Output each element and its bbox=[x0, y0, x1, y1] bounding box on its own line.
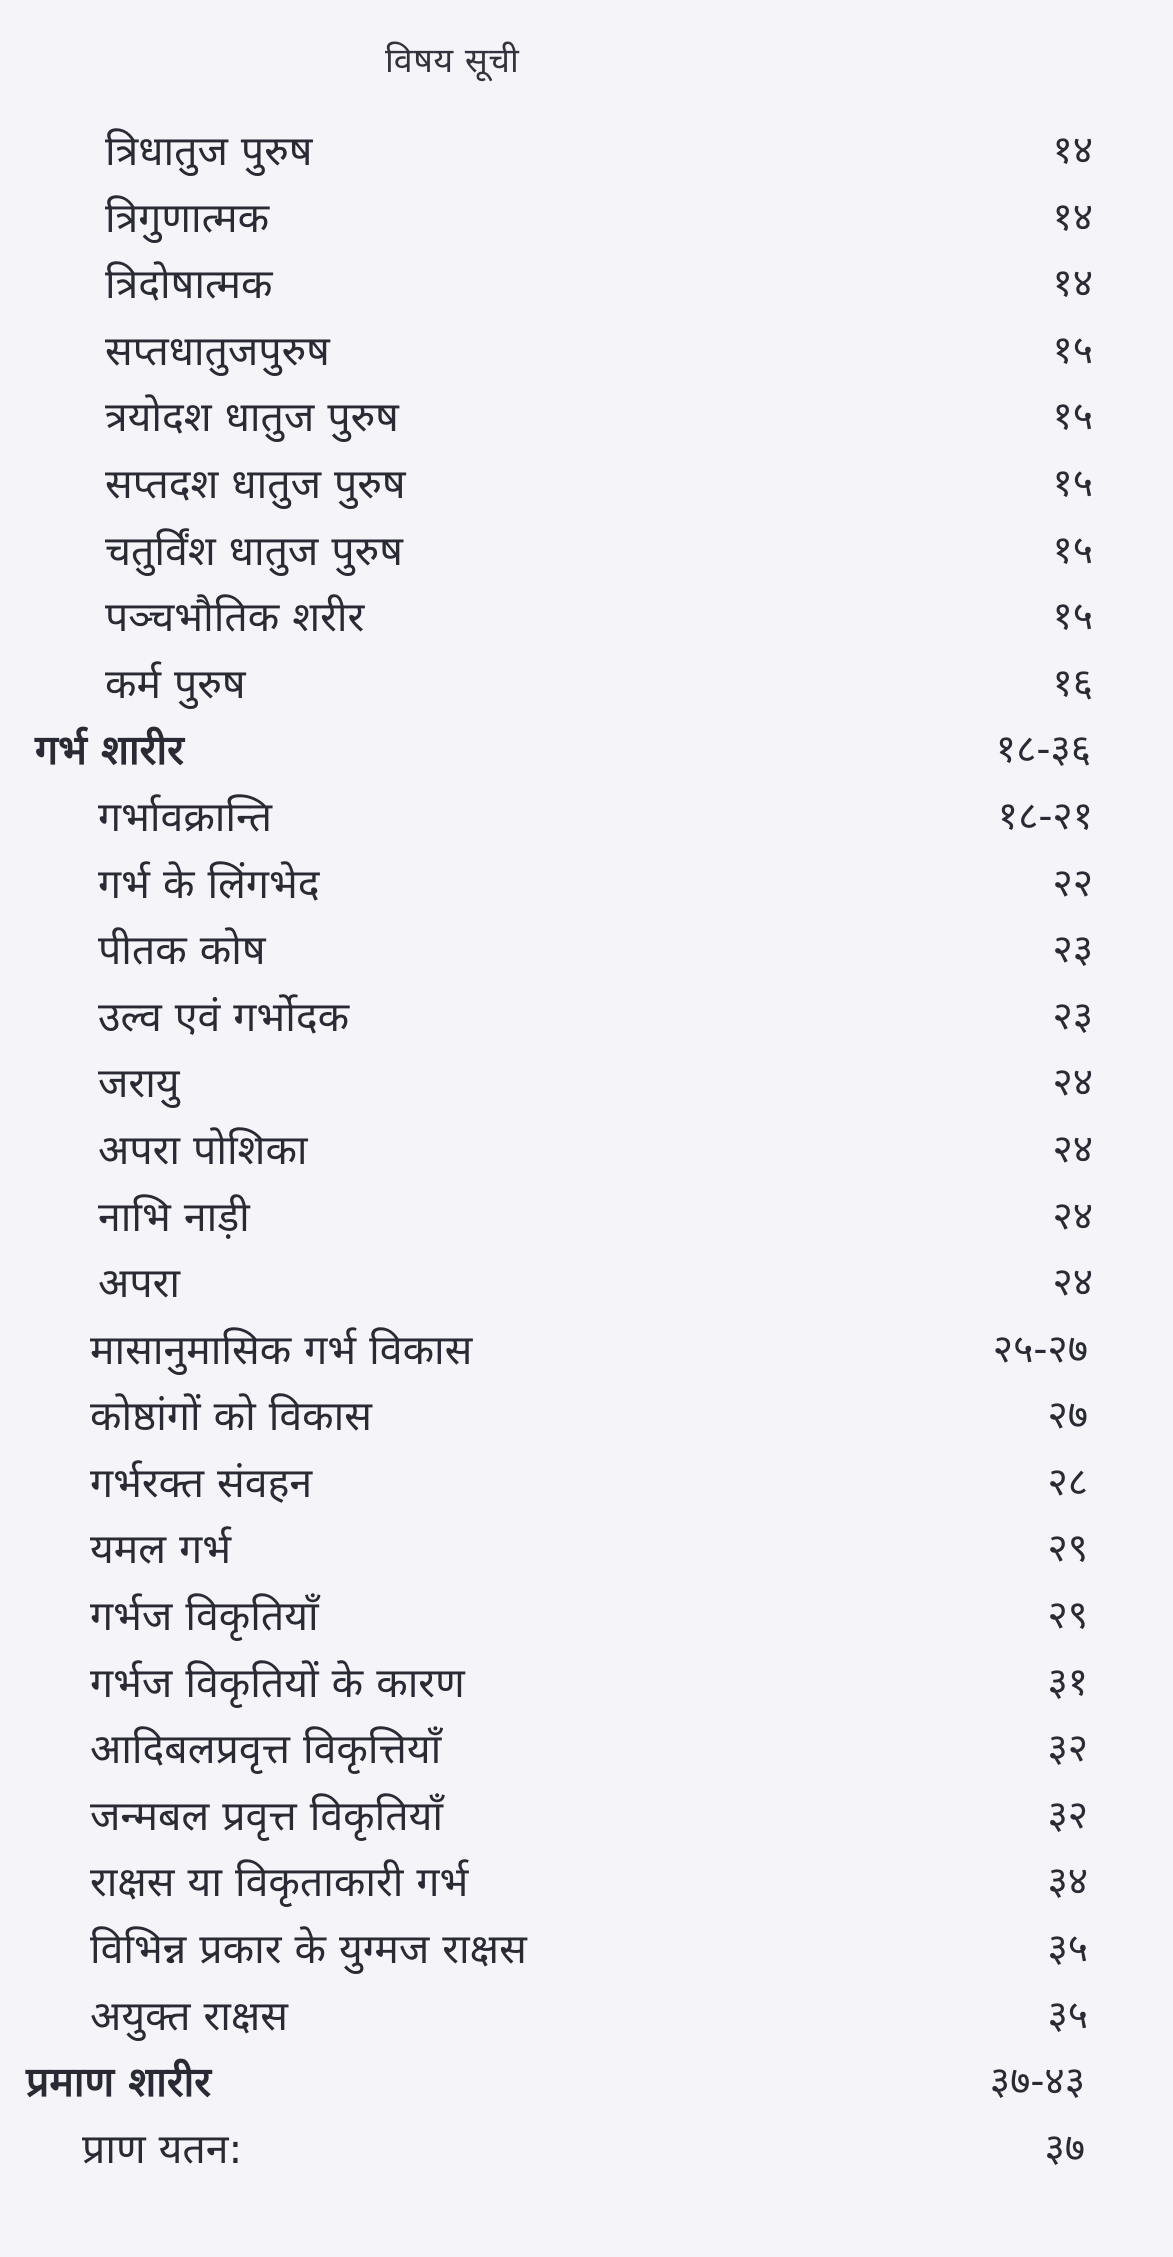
toc-entry-title: चतुर्विंश धातुज पुरुष bbox=[105, 526, 403, 575]
toc-entry-page: १५ bbox=[1052, 327, 1093, 373]
toc-entry bbox=[0, 1450, 1173, 1517]
toc-entry-title: अयुक्त राक्षस bbox=[90, 1991, 288, 2040]
toc-entry-title: जरायु bbox=[98, 1059, 180, 1108]
toc-section bbox=[0, 2049, 1173, 2116]
toc-entry bbox=[0, 251, 1173, 318]
toc-entry bbox=[0, 984, 1173, 1051]
toc-entry bbox=[0, 784, 1173, 851]
toc-entry-page: १५ bbox=[1052, 460, 1093, 506]
toc-entry-title: कोष्ठांगों को विकास bbox=[90, 1392, 372, 1441]
toc-entry-title: पीतक कोष bbox=[98, 926, 266, 975]
toc-entry-title: यमल गर्भ bbox=[90, 1525, 232, 1574]
toc-entry-page: २२ bbox=[1052, 860, 1093, 906]
toc-entry-title: पञ्चभौतिक शरीर bbox=[105, 593, 365, 642]
toc-entry-page: २५-२७ bbox=[992, 1326, 1088, 1372]
toc-entry-page: २४ bbox=[1052, 1060, 1093, 1106]
toc-entry-title: त्रिधातुज पुरुष bbox=[105, 127, 313, 175]
toc-entry-title: राक्षस या विकृताकारी गर्भ bbox=[90, 1858, 469, 1907]
toc-entry-title: त्रयोदश धातुज पुरुष bbox=[105, 393, 399, 442]
toc-section bbox=[0, 717, 1173, 784]
toc-entry bbox=[0, 384, 1173, 451]
toc-entry-page: २४ bbox=[1052, 1193, 1093, 1239]
toc-entry-page: २८ bbox=[1047, 1459, 1088, 1505]
toc-entry bbox=[0, 1184, 1173, 1251]
toc-entry-title: कर्म पुरुष bbox=[105, 659, 246, 708]
toc-entry-page: १५ bbox=[1052, 594, 1093, 640]
toc-entry-page: २३ bbox=[1052, 927, 1093, 973]
toc-entry bbox=[0, 1117, 1173, 1184]
toc-entry-page: ३५ bbox=[1047, 1992, 1088, 2038]
toc-entry-page: २३ bbox=[1052, 993, 1093, 1039]
toc-entry bbox=[0, 651, 1173, 718]
toc-entry bbox=[0, 2116, 1173, 2183]
toc-entry bbox=[0, 1650, 1173, 1717]
toc-entry-title: मासानुमासिक गर्भ विकास bbox=[90, 1325, 473, 1374]
toc-entry bbox=[0, 451, 1173, 518]
toc-entry-page: १५ bbox=[1052, 527, 1093, 573]
toc-entry-title: गर्भज विकृतियाँ bbox=[90, 1592, 319, 1641]
toc-entry-page: १८-२१ bbox=[997, 793, 1093, 839]
toc-entry-title: उल्व एवं गर्भोदक bbox=[98, 992, 350, 1041]
toc-entry-page: ३७ bbox=[1044, 2125, 1085, 2171]
toc-entry bbox=[0, 318, 1173, 385]
toc-entry-page: ३१ bbox=[1047, 1659, 1088, 1705]
toc-entry bbox=[0, 1716, 1173, 1783]
toc-entry-title: सप्तधातुजपुरुष bbox=[105, 326, 330, 375]
toc-entry-page: ३४ bbox=[1047, 1859, 1088, 1905]
toc-entry-page: २४ bbox=[1052, 1260, 1093, 1306]
toc-entry-page: १६ bbox=[1052, 660, 1093, 706]
toc-entry bbox=[0, 518, 1173, 585]
toc-entry bbox=[0, 1250, 1173, 1317]
toc-entry-page: ३२ bbox=[1047, 1792, 1088, 1838]
toc-entry-title: अपरा bbox=[98, 1259, 180, 1308]
toc-entry-title: गर्भरक्त संवहन bbox=[90, 1458, 313, 1507]
toc-entry-title: त्रिगुणात्मक bbox=[105, 193, 270, 242]
toc-entry bbox=[0, 1849, 1173, 1916]
toc-section-pages: १८-३६ bbox=[995, 727, 1091, 773]
toc-entry bbox=[0, 1583, 1173, 1650]
toc-entry-title: अपरा पोशिका bbox=[98, 1125, 308, 1174]
toc-entry bbox=[0, 917, 1173, 984]
toc-entry-page: २७ bbox=[1047, 1393, 1088, 1439]
toc-entry bbox=[0, 185, 1173, 252]
toc-entry-title: त्रिदोषात्मक bbox=[105, 260, 273, 309]
toc-entry bbox=[0, 1516, 1173, 1583]
toc-entry-title: गर्भ के लिंगभेद bbox=[98, 859, 320, 908]
page-header: विषय सूची bbox=[385, 41, 520, 81]
toc-entry-title: नाभि नाड़ी bbox=[98, 1192, 250, 1241]
toc-entry bbox=[0, 118, 1173, 185]
toc-entry-page: २९ bbox=[1047, 1526, 1088, 1572]
toc-entry bbox=[0, 584, 1173, 651]
toc-entry-title: गर्भज विकृतियों के कारण bbox=[90, 1658, 465, 1707]
toc-entry-title: आदिबलप्रवृत्त विकृत्तियाँ bbox=[90, 1725, 442, 1774]
toc-entry bbox=[0, 1317, 1173, 1384]
toc-entry-title: जन्मबल प्रवृत्त विकृतियाँ bbox=[90, 1791, 443, 1840]
toc-entry-page: १४ bbox=[1052, 261, 1093, 307]
toc-entry-title: गर्भावक्रान्ति bbox=[98, 792, 273, 841]
toc-entry-page: १५ bbox=[1052, 394, 1093, 440]
toc-entry-title: विभिन्न प्रकार के युग्मज राक्षस bbox=[90, 1925, 527, 1974]
toc-entry-title: सप्तदश धातुज पुरुष bbox=[105, 459, 406, 508]
toc-entry bbox=[0, 1983, 1173, 2050]
toc-entry-title: प्राण यतन: bbox=[82, 2124, 243, 2173]
toc-entry bbox=[0, 1783, 1173, 1850]
table-of-contents bbox=[0, 118, 1173, 2182]
toc-entry-page: ३५ bbox=[1047, 1926, 1088, 1972]
toc-entry-page: ३२ bbox=[1047, 1726, 1088, 1772]
toc-entry bbox=[0, 851, 1173, 918]
toc-section-title: प्रमाण शारीर bbox=[26, 2058, 212, 2107]
toc-entry-page: २४ bbox=[1052, 1126, 1093, 1172]
toc-entry bbox=[0, 1050, 1173, 1117]
toc-entry bbox=[0, 1916, 1173, 1983]
toc-section-title: गर्भ शारीर bbox=[35, 726, 184, 775]
toc-section-pages: ३७-४३ bbox=[989, 2059, 1085, 2105]
toc-entry bbox=[0, 1383, 1173, 1450]
toc-entry-page: २९ bbox=[1047, 1593, 1088, 1639]
toc-entry-page: १४ bbox=[1052, 194, 1093, 240]
toc-entry-page: १४ bbox=[1052, 128, 1093, 173]
